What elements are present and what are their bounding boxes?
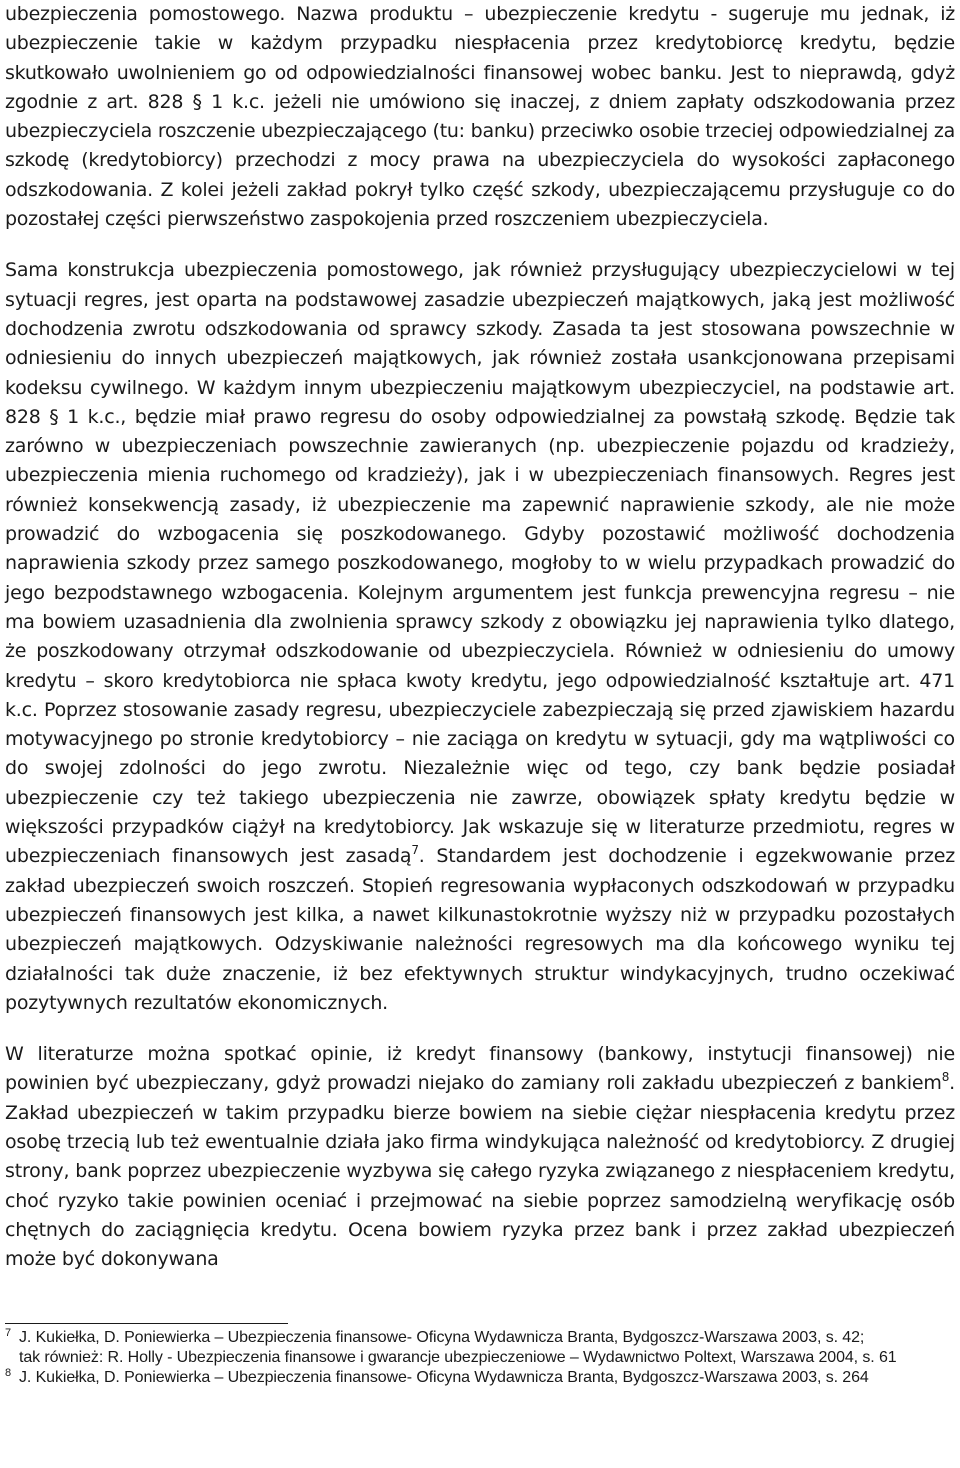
paragraph-text: Sama konstrukcja ubezpieczenia pomostowego, jak również przysługujący ubezpieczycielowi w tej sytuacji regres, jest oparta na podstawowej zasadzie ubezpieczeń majątkowych, jaką jest możliwość dochodzenia zwrotu odszkodowania od sprawcy szkody. Zasada ta jest stosowana powszechnie w odniesieniu do innych ubezpieczeń majątkowych, jak również została usankcjonowana przepisami kodeksu cywilnego. W każdym innym ubezpieczeniu majątkowym ubezpieczyciel, na podstawie art. 828 § 1 k.c., będzie miał prawo regresu do osoby odpowiedzialnej za powstałą szkodę. Będzie tak zarówno w ubezpieczeniach powszechnie zawieranych (np. ubezpieczenie pojazdu od kradzieży, ubezpieczenia mienia ruchomego od kradzieży), jak i w ubezpieczeniach finansowych. Regres jest również konsekwencją zasady, iż ubezpieczenie ma zapewnić naprawienie szkody, ale nie może prowadzić do wzbogacenia się poszkodowanego. Gdyby pozostawić możliwość dochodzenia naprawienia szkody przez samego poszkodowanego, mogłoby to w wielu przypadkach prowadzić do jego bezpodstawnego wzbogacenia. Kolejnym argumentem jest funkcja prewencyjna regresu – nie ma bowiem uzasadnienia dla zwolnienia sprawcy szkody z obowiązku jej naprawienia tylko dlatego, że poszkodowany otrzymał odszkodowanie od ubezpieczyciela. Również w odniesieniu do umowy kredytu – skoro kredytobiorca nie spłaca kwoty kredytu, jego odpowiedzialność kształtuje art. 471 k.c. Poprzez stosowanie zasady regresu, ubezpieczyciele zabezpieczają się przed zjawiskiem hazardu motywacyjnego po stronie kredytobiorcy – nie zaciąga on kredytu w sytuacji, gdy ma wątpliwości co do swojej zdolności do jego zwrotu. Niezależnie więc od tego, czy bank będzie posiadał ubezpieczenie czy też takiego ubezpieczenia nie zawrze, obowiązek spłaty kredytu będzie w większości przypadków ciążył na kredytobiorcy. Jak wskazuje się w literaturze przedmiotu, regres w ubezpieczeniach finansowych jest zasadą (5, 259, 955, 868)
footnote: $^7$ J. Kukiełka, D. Poniewierka – Ubezpieczenia finansowe- Oficyna Wydawnicza Branta, Bydgoszcz-Warszawa 2003, s. 42; (5, 1327, 865, 1346)
footnote-reference[interactable]: 7 (411, 843, 419, 858)
body-paragraph (5, 256, 955, 1018)
footnotes (5, 1328, 955, 1388)
footnote: $^8$ J. Kukiełka, D. Poniewierka – Ubezpieczenia finansowe- Oficyna Wydawnicza Branta, Bydgoszcz-Warszawa 2003, s. 264 (5, 1367, 869, 1386)
footnote-text: J. Kukiełka, D. Poniewierka – Ubezpieczenia finansowe- Oficyna Wydawnicza Branta, Bydgoszcz-Warszawa 2003, s. 42; (19, 1329, 865, 1346)
body-paragraph (5, 0, 955, 234)
body-paragraph (5, 1040, 955, 1274)
footnote-text: tak również: R. Holly - Ubezpieczenia finansowe i gwarancje ubezpieczeniowe – Wydawnictwo Poltext, Warszawa 2004, s. 61 (19, 1349, 897, 1366)
paragraph-text: . Standardem jest dochodzenie i egzekwowanie przez zakład ubezpieczeń swoich roszczeń. Stopień regresowania wypłaconych odszkodowań w przypadku ubezpieczeń finansowych jest kilka, a nawet kilkunastokrotnie wyższy niż w przypadku pozostałych ubezpieczeń majątkowych. Odzyskiwanie należności regresowych ma dla końcowego wyniku tej działalności tak duże znaczenie, iż bez efektywnych struktur windykacyjnych, trudno oczekiwać pozytywnych rezultatów ekonomicznych. (5, 845, 955, 1014)
footnote (5, 1348, 955, 1368)
paragraph-text: . Zakład ubezpieczeń w takim przypadku bierze bowiem na siebie ciężar niespłacenia kredytu przez osobę trzecią lub też ewentualnie działa jako firma windykująca należność od kredytobiorcy. Z drugiej strony, bank poprzez ubezpieczenie wyzbywa się całego ryzyka związanego z niespłaceniem kredytu, choć ryzyko takie powinien oceniać i przejmować na siebie poprzez samodzielną weryfikację osób chętnych do zaciągnięcia kredytu. Ocena bowiem ryzyka przez bank i przez zakład ubezpieczeń może być dokonywana (5, 1072, 955, 1271)
footnote-reference[interactable]: 8 (941, 1070, 950, 1085)
footnote-separator (5, 1323, 288, 1324)
paragraph-text: W literaturze można spotkać opinie, iż kredyt finansowy (bankowy, instytucji finansowej) nie powinien być ubezpieczany, gdyż prowadzi niejako do zamiany roli zakładu ubezpieczeń z bankiem (5, 1043, 955, 1095)
footnote-text: J. Kukiełka, D. Poniewierka – Ubezpieczenia finansowe- Oficyna Wydawnicza Branta, Bydgoszcz-Warszawa 2003, s. 264 (19, 1369, 869, 1386)
document-page (5, 0, 955, 1274)
paragraph-text: ubezpieczenia pomostowego. Nazwa produktu – ubezpieczenie kredytu - sugeruje mu jednak, iż ubezpieczenie takie w każdym przypadku niespłacenia przez kredytobiorcę kredytu, będzie skutkowało uwolnieniem go od odpowiedzialności finansowej wobec banku. Jest to nieprawdą, gdyż zgodnie z art. 828 § 1 k.c. jeżeli nie umówiono się inaczej, z dniem zapłaty odszkodowania przez ubezpieczyciela roszczenie ubezpieczającego (tu: banku) przeciwko osobie trzeciej odpowiedzialnej za szkodę (kredytobiorcy) przechodzi z mocy prawa na ubezpieczyciela do wysokości zapłaconego odszkodowania. Z kolei jeżeli zakład pokrył tylko część szkody, ubezpieczającemu przysługuje co do pozostałej części pierwszeństwo zaspokojenia przed roszczeniem ubezpieczyciela. (5, 3, 955, 231)
